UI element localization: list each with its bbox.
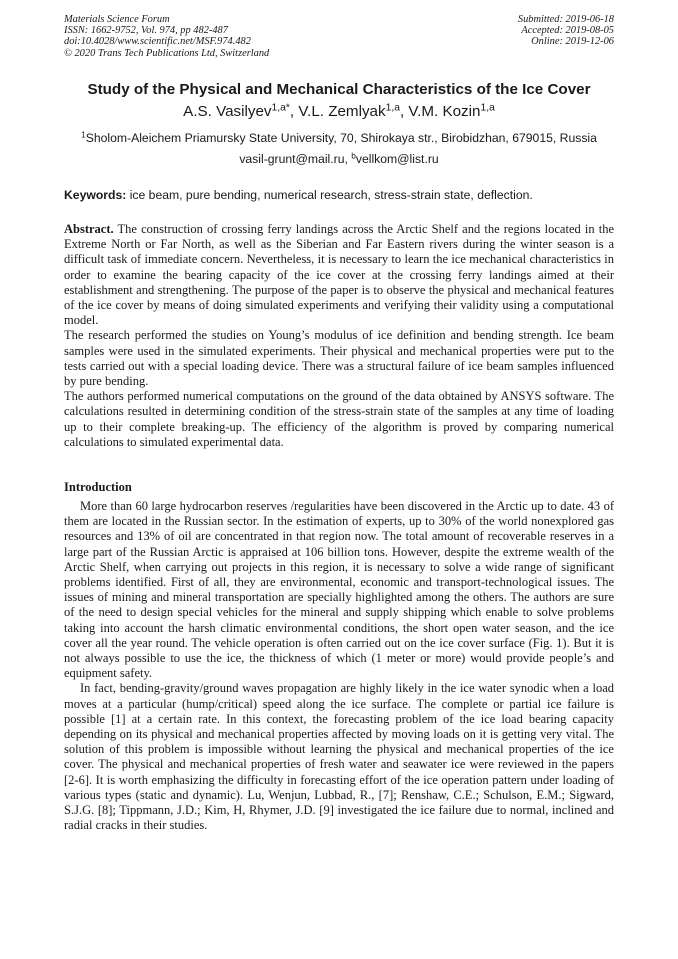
- submission-dates: [518, 14, 614, 48]
- keywords-label: Keywords:: [64, 188, 127, 202]
- author-sup: 1,a: [385, 102, 400, 114]
- journal-copyright: © 2020 Trans Tech Publications Ltd, Switzerland: [64, 47, 270, 59]
- keywords: [64, 187, 624, 203]
- email-link[interactable]: vasil-grunt@mail.ru,: [239, 152, 348, 166]
- journal-issn: ISSN: 1662-9752, Vol. 974, pp 482-487: [64, 25, 228, 37]
- author-name: A.S. Vasilyev: [183, 103, 272, 120]
- intro-paragraph: More than 60 large hydrocarbon reserves /regularities have been discovered in the Arctic up to date. 43 of them are located in the Russian sector. In the estimation of experts, up to 30% of the world nonexplored gas resources and 13% of oil are concentrated in that region now. The total amount of recoverable reserves in a large part of the Russian Arctic is appraised at 106 billion tons. However, despite the extreme wealth of the Arctic Shelf, when carrying out projects in this region, it is necessary to solve a wide range of significant problems identified. First of all, they are environmental, economic and transport-technological issues. The issues of mining and mineral transportation are specially highlighted among the others. The authors are sure of the need to design special vehicles for the mineral and supply shipping which enable to solve problems taking into account the harsh climatic environmental conditions, the short open water season, and the ice cover all the year round. The vehicle operation is often carried out on the ice cover surface (Fig. 1). But it is not always possible to use the ice, the thickness of which (1 meter or more) would provide people’s and equipment safety.: [64, 499, 614, 681]
- author-sup: 1,a: [480, 102, 495, 114]
- journal-doi[interactable]: doi:10.4028/www.scientific.net/MSF.974.482: [64, 36, 251, 48]
- author-name: V.L. Zemlyak: [298, 103, 386, 120]
- abstract-label: Abstract.: [64, 222, 114, 236]
- email-sup: b: [351, 150, 356, 161]
- email-link[interactable]: vellkom@list.ru: [355, 152, 439, 166]
- abstract-paragraph: [64, 222, 614, 328]
- author-emails: [40, 151, 638, 167]
- paper-title: Study of the Physical and Mechanical Characteristics of the Ice Cover: [87, 81, 591, 98]
- author-name: V.M. Kozin: [408, 103, 481, 120]
- affiliation-sup: 1: [81, 129, 86, 140]
- intro-paragraph: In fact, bending-gravity/ground waves propagation are highly likely in the ice water synodic when a load moves at a particular (hump/critical) speed along the ice surface. The complete or partial ice failure is possible [1] at a certain rate. In this context, the forecasting problem of the ice load bearing capacity depending on its physical and mechanical properties affected by moving loads on it is getting very vital. The solution of this problem is impossible without learning the physical and mechanical properties of the ice cover. The physical and mechanical properties of fresh water and seawater ice were reviewed in the papers [2-6]. It is worth emphasizing the difficulty in forecasting effort of the ice operation pattern under loading of various types (static and dynamic). Lu, Wenjun, Lubbad, R., [7]; Renshaw, C.E.; Schulson, E.M.; Sigward, S.J.G. [8]; Tippmann, J.D.; Kim, H, Rhymer, J.D. [9] investigated the ice failure due to normal, inclined and radial cracks in their studies.: [64, 681, 614, 833]
- introduction-section: [64, 499, 614, 833]
- introduction-heading: Introduction: [64, 480, 132, 494]
- abstract-paragraph: The research performed the studies on Young’s modulus of ice definition and bending strength. Ice beam samples were used in the simulated experiments. Their physical and mechanical properties were put to the tests carried out with a special loading device. There was a structural failure of ice beam samples influenced by pure bending.: [64, 328, 614, 389]
- submitted-date: Submitted: 2019-06-18: [517, 14, 614, 25]
- affiliation: [40, 130, 638, 146]
- online-date: Online: 2019-12-06: [531, 36, 614, 48]
- author-list: A.S. Vasilyev$^{1,a*}$, V.L. Zemlyak$^{1,a}$, V.M. Kozin$^{1,a}$: [183, 102, 495, 120]
- abstract-text: The construction of crossing ferry landings across the Arctic Shelf and the regions located in the Extreme North or Far North, as well as the Siberian and Far Eastern rivers during the winter season is a difficult task of immediate concern. Nevertheless, it is necessary to learn the ice mechanical characteristics in order to examine the bearing capacity of the ice cover at the crossing ferry landings aimed at their establishment and strengthening. The purpose of the paper is to observe the physical and mechanical features of the ice cover by means of doing simulated experiments and verifying their validity using a computational model.: [64, 222, 614, 328]
- author-sup: 1,a*: [271, 102, 290, 114]
- abstract-paragraph: The authors performed numerical computations on the ground of the data obtained by ANSYS software. The calculations resulted in determining condition of the stress-strain state of the samples at any time of loading up to their complete breaking-up. The efficiency of the algorithm is proved by comparing numerical calculations to simulated experimental data.: [64, 389, 614, 449]
- keywords-text: ice beam, pure bending, numerical research, stress-strain state, deflection.: [129, 188, 533, 202]
- journal-info: [64, 14, 269, 59]
- accepted-date: Accepted: 2019-08-05: [521, 25, 614, 37]
- affiliation-text: Sholom-Aleichem Priamursky State University, 70, Shirokaya str., Birobidzhan, 679015, Russia: [85, 131, 597, 145]
- journal-name: Materials Science Forum: [64, 14, 170, 25]
- abstract-section: [64, 222, 614, 450]
